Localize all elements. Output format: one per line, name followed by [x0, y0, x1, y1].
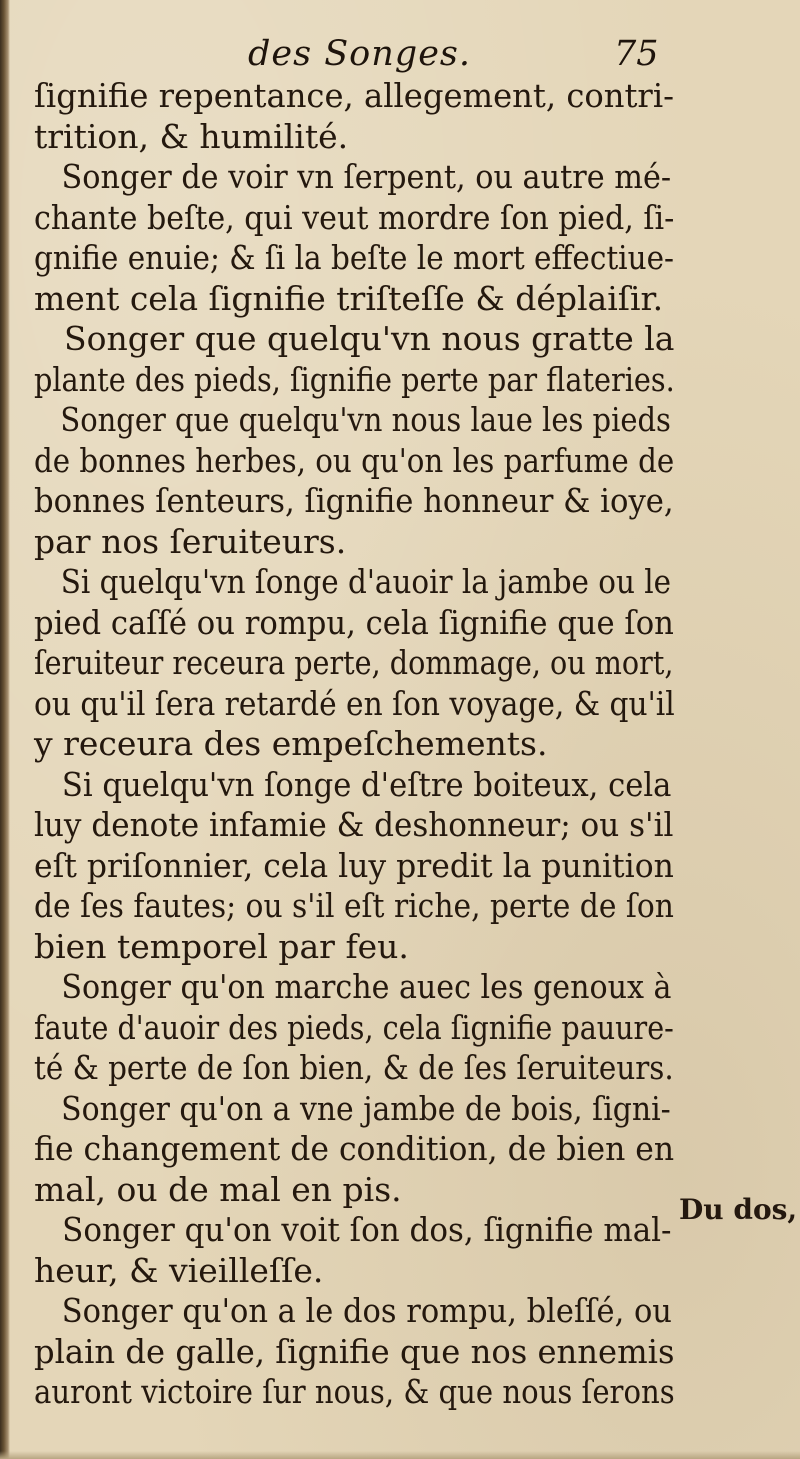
running-head-title: des Songes.	[248, 34, 471, 74]
text-line: ou qu'il ſera retardé en ſon voyage, & qu'il	[34, 683, 675, 723]
text-line: ſignifie repentance, allegement, contri-	[34, 76, 675, 115]
text-line: de bonnes herbes, ou qu'on les parfume de	[34, 440, 675, 480]
text-line: Songer que quelqu'vn nous gratte la	[64, 319, 675, 358]
text-line: plante des pieds, ſignifie perte par flateries.	[34, 359, 675, 399]
page-number: 75	[614, 34, 659, 74]
text-line: heur, & vieilleſſe.	[34, 1250, 324, 1290]
text-line: gnifie enuie; & ſi la beſte le mort effectiue-	[34, 238, 674, 277]
text-line: luy denote infamie & deshonneur; ou s'il	[34, 805, 674, 844]
text-line: pied caſſé ou rompu, cela ſignifie que ſon	[34, 602, 674, 642]
text-line: Songer qu'on a vne jambe de bois, ſigni-	[61, 1088, 671, 1128]
text-line: ſeruiteur receura perte, dommage, ou mort,	[34, 643, 674, 682]
text-line: eſt priſonnier, cela luy predit la punition	[34, 845, 674, 885]
text-line: Songer qu'on a le dos rompu, bleſſé, ou	[61, 1291, 672, 1330]
page-edge	[0, 1451, 800, 1459]
text-line: Songer de voir vn ſerpent, ou autre mé-	[61, 157, 672, 196]
text-line: auront victoire ſur nous, & que nous ſerons	[34, 1372, 675, 1411]
text-line: y receura des empeſchements.	[34, 724, 548, 763]
text-line: Si quelqu'vn ſonge d'auoir la jambe ou le	[60, 562, 672, 601]
page-gutter	[0, 0, 10, 1459]
text-line: de ſes fautes; ou s'il eſt riche, perte de ſon	[34, 886, 674, 925]
text-line: par nos ſeruiteurs.	[34, 521, 347, 561]
text-line: Si quelqu'vn ſonge d'eſtre boiteux, cela	[61, 764, 672, 804]
text-line: chante beſte, qui veut mordre ſon pied, ſi-	[34, 197, 675, 237]
text-line: plain de galle, ſignifie que nos ennemis	[34, 1331, 675, 1371]
text-line: fie changement de condition, de bien en	[34, 1129, 675, 1168]
text-line: té & perte de ſon bien, & de ſes ſeruiteurs.	[34, 1048, 674, 1087]
text-line: bien temporel par feu.	[34, 926, 409, 966]
body-text	[34, 76, 674, 1413]
text-line: trition, & humilité.	[34, 116, 349, 156]
text-line: ment cela ſignifie triſteſſe & déplaiſir.	[34, 278, 664, 318]
text-line: Songer que quelqu'vn nous laue les pieds	[60, 400, 671, 439]
text-line: Songer qu'on marche auec les genoux à	[61, 967, 672, 1006]
marginal-note: Du dos,	[679, 1193, 798, 1226]
text-line: faute d'auoir des pieds, cela ſignifie pauure-	[34, 1007, 674, 1047]
text-line: Songer qu'on voit ſon dos, ſignifie mal-	[62, 1210, 672, 1249]
text-line: mal, ou de mal en pis.	[34, 1169, 402, 1209]
text-line: bonnes ſenteurs, ſignifie honneur & ioye,	[34, 481, 674, 520]
